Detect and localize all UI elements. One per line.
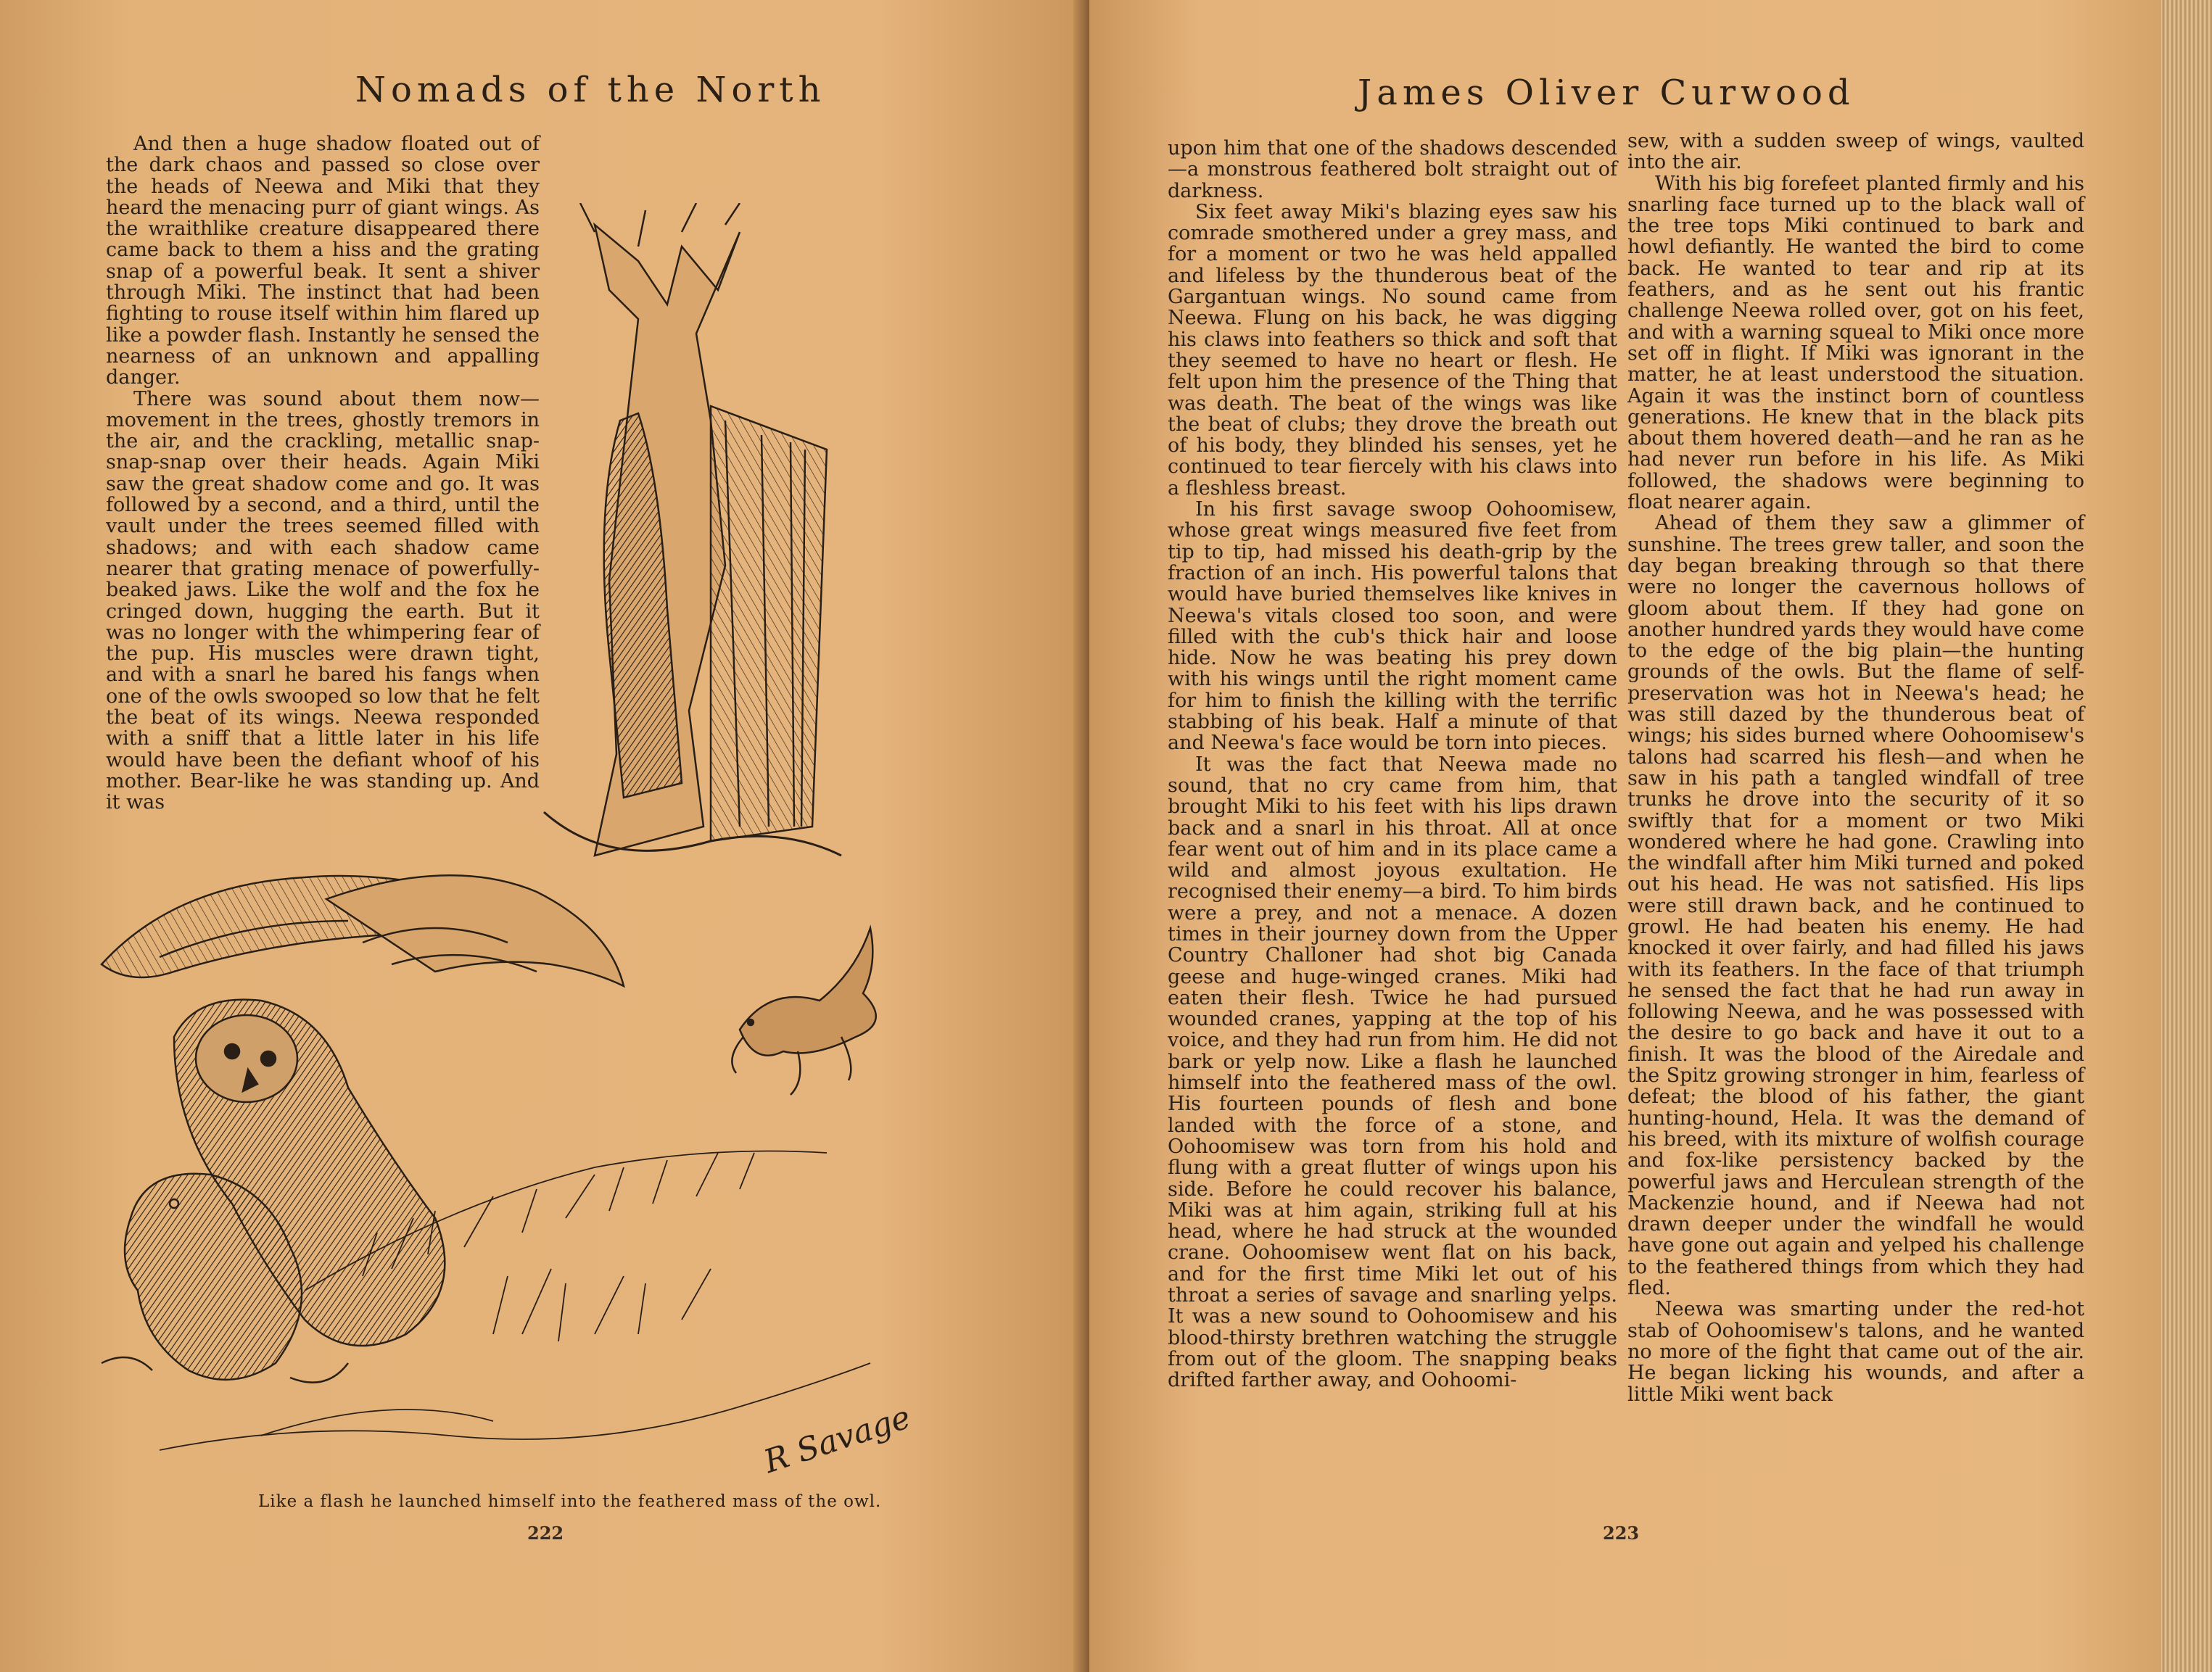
paragraph: With his big forefeet planted firmly and his snarling face turned up to the black wall of the tree tops Miki continued to bark and howl defiantly. He wanted the bird to come back. He wanted to tear and rip at its feathers, and as he sent out his frantic challenge Neewa rolled over, got on his feet, and with a warning squeal to Miki once more set off in flight. If Miki was ignorant in the matter, he at least understood the situation. Again it was the instinct born of countless generations. He knew that in the black pits about them hovered death—and he ran as he had never run before in his life. As Miki followed, the shadows were beginning to float nearer again. — [1627, 172, 2084, 514]
paragraph: sew, with a sudden sweep of wings, vaulted into the air. — [1627, 130, 2084, 174]
paragraph: Ahead of them they saw a glimmer of sunshine. The trees grew taller, and soon the day began breaking through so that there were no longer the cavernous hollows of gloom about them. If they had gone on another hundred yards they would have come to the edge of the big plain—the hunting grounds of the owls. But the flame of self-preservation was hot in Neewa's head; he was still dazed by the thunderous beat of wings; his sides burned where Oohoomisew's talons had scarred his flesh—and when he saw in his path a tangled windfall of tree trunks he drove into the security of it so swiftly that for a moment or two Miki wondered where he had gone. Crawling into the windfall after him Miki turned and poked out his head. He was not satisfied. His lips were still drawn back, and he continued to growl. He had beaten his enemy. He had knocked it over fairly, and had filled his jaws with its feathers. In the face of that triumph he sensed the fact that he had run away in following Neewa, and he was possessed with the desire to go back and have it out to a finish. It was the blood of the Airedale and the Spitz growing stronger in him, fearless of defeat; the blood of his father, the giant hunting-hound, Hela. It was the demand of his breed, with its mixture of wolfish courage and fox-like persistency backed by the powerful jaws and Herculean strength of the Mackenzie hound, and if Neewa had not drawn deeper under the windfall he would have gone out again and yelped his challenge to the feathered things from which they had fled. — [1627, 512, 2084, 1300]
paragraph: It was the fact that Neewa made no sound, that no cry came from him, that brought Miki to his feet with his lips drawn back and a snarl in his throat. All at once fear went out of him and in its place came a wild and almost joyous exultation. He recognised their enemy—a bird. To him birds were a prey, and not a menace. A dozen times in their journey down from the Upper Country Challoner had shot big Canada geese and huge-winged cranes. Miki had eaten their flesh. Twice he had pursued wounded cranes, yapping at the top of his voice, and they had run from him. He did not bark or yelp now. Like a flash he launched himself into the feathered mass of the owl. His fourteen pounds of flesh and bone landed with the force of a stone, and Oohoomisew was torn from his hold and flung with a great flutter of wings upon his side. Before he could recover his balance, Miki was at him again, striking full at his head, where he had struck at the wounded crane. Oohoomisew went flat on his back, and for the first time Miki let out of his throat a series of savage and snarling yelps. It was a new sound to Oohoomisew and his blood-thirsty brethren watching the struggle from out of the gloom. The snapping beaks drifted farther away, and Oohoomi- — [1168, 753, 1617, 1392]
paragraph: And then a huge shadow floated out of the dark chaos and passed so close over the heads of Neewa and Miki that they heard the menacing purr of giant wings. As the wraithlike creature disappeared there came back to them a hiss and the grating snap of a powerful beak. It sent a shiver through Miki. The instinct that had been fighting to rouse itself within him flared up like a powder flash. Instantly he sensed the nearness of an unknown and appalling danger. — [106, 133, 540, 389]
running-head-right: James Oliver Curwood — [1358, 73, 1855, 113]
owl-bear-illustration — [87, 203, 914, 1486]
paragraph: In his first savage swoop Oohoomisew, whose great wings measured five feet from tip to tip, had missed his death-grip by the fraction of an inch. His powerful talons that would have buried themselves like knives in Neewa's vitals closed too soon, and were filled with the cub's thick hair and loose hide. Now he was beating his prey down with his wings until the right moment came for him to finish the killing with the terrific stabbing of his beak. Half a minute of that and Neewa's face would be torn into pieces. — [1168, 498, 1617, 755]
paragraph: Six feet away Miki's blazing eyes saw his comrade smothered under a grey mass, and for a moment or two he was held appalled and lifeless by the thunderous beat of the Gargantuan wings. No sound came from Neewa. Flung on his back, he was digging his claws into feathers so thick and soft that they seemed to have no heart or flesh. He felt upon him the presence of the Thing that was death. The beat of the wings was like the beat of clubs; they drove the breath out of his body, they blinded his senses, yet he continued to tear fiercely with his claws into a fleshless breast. — [1168, 200, 1617, 500]
paragraph: Neewa was smarting under the red-hot stab of Oohoomisew's talons, and he wanted no more of the fight that came out of the air. He began licking his wounds, and after a little Miki went back — [1627, 1298, 2084, 1406]
page-edges — [2161, 0, 2212, 1672]
fleeing-dog — [732, 928, 875, 1095]
right-text-column-2 — [1627, 131, 2084, 1405]
right-page — [1089, 0, 2206, 1672]
right-text-column-1 — [1168, 138, 1617, 1391]
illustration-caption: Like a flash he launched himself into the feathered mass of the owl. — [258, 1492, 882, 1511]
hollow-tree — [544, 203, 841, 856]
illustrator-signature: R Savage — [759, 1398, 915, 1481]
paragraph: upon him that one of the shadows descended—a monstrous feathered bolt straight out of darkness. — [1168, 137, 1617, 202]
page-number-right: 223 — [1603, 1523, 1640, 1544]
running-head-left: Nomads of the North — [355, 70, 826, 110]
owl-wings — [102, 875, 624, 986]
paragraph: There was sound about them now—movement in the trees, ghostly tremors in the air, and the crackling, metallic snap-snap-snap over their heads. Again Miki saw the great shadow come and go. It was followed by a second, and a third, until the vault under the trees seemed filled with shadows; and with each shadow came nearer that grating menace of powerfully-beaked jaws. Like the wolf and the fox he cringed down, hugging the earth. But it was no longer with the whimpering fear of the pup. His muscles were drawn tight, and with a snarl he bared his fangs when one of the owls swooped so low that he felt the beat of its wings. Neewa responded with a sniff that a little later in his life would have been the defiant whoof of his mother. Bear-like he was standing up. And it was — [106, 387, 540, 814]
left-page — [0, 0, 1089, 1672]
page-number-left: 222 — [527, 1523, 564, 1544]
